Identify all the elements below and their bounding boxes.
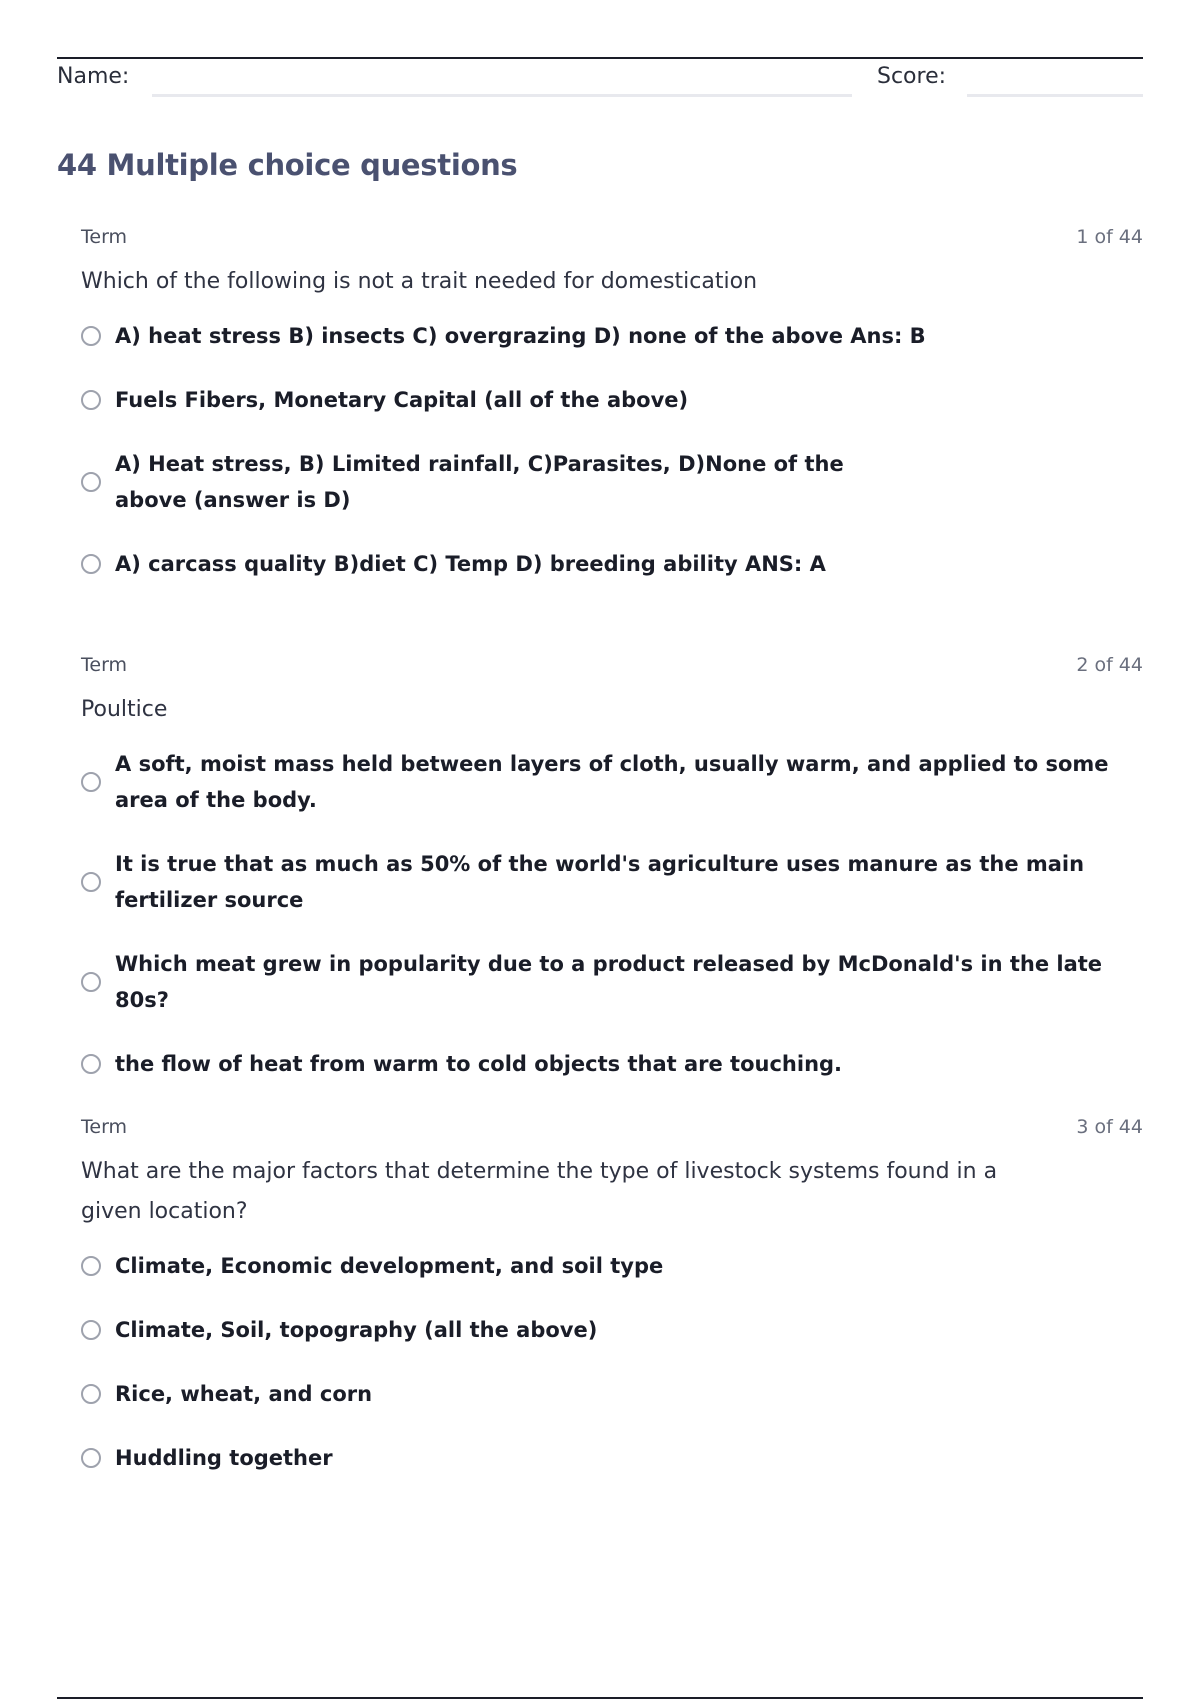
option-a[interactable]	[81, 746, 1143, 818]
radio-button[interactable]	[81, 1054, 101, 1074]
option-d[interactable]	[81, 1046, 1143, 1082]
option-text: It is true that as much as 50% of the world's agriculture uses manure as the main fertilizer source	[115, 852, 1085, 912]
option-c[interactable]	[81, 446, 1143, 518]
option-b[interactable]	[81, 1312, 1143, 1348]
radio-button[interactable]	[81, 872, 101, 892]
option-b[interactable]	[81, 846, 1143, 918]
option-c[interactable]	[81, 1376, 1143, 1412]
radio-button[interactable]	[81, 326, 101, 346]
option-d[interactable]	[81, 546, 1143, 582]
name-label: Name:	[57, 64, 130, 89]
radio-button[interactable]	[81, 390, 101, 410]
options-list	[81, 746, 1143, 1082]
term-label: Term	[81, 1116, 128, 1138]
question-header	[81, 226, 1143, 252]
question-2	[81, 654, 1143, 1110]
radio-button[interactable]	[81, 772, 101, 792]
question-counter: 3 of 44	[1076, 1116, 1143, 1138]
option-text: Which meat grew in popularity due to a product released by McDonald's in the late 80s?	[115, 952, 1103, 1012]
question-counter: 2 of 44	[1076, 654, 1143, 676]
options-list	[81, 1248, 1143, 1476]
question-3	[81, 1116, 1143, 1504]
option-text: Fuels Fibers, Monetary Capital (all of the above)	[115, 388, 689, 412]
term-label: Term	[81, 226, 128, 248]
option-text: A) Heat stress, B) Limited rainfall, C)Parasites, D)None of the above (answer is D)	[115, 452, 844, 512]
bottom-rule	[57, 1697, 1143, 1699]
radio-button[interactable]	[81, 1256, 101, 1276]
question-prompt: Which of the following is not a trait needed for domestication	[81, 269, 758, 294]
question-1	[81, 226, 1143, 610]
option-text: Rice, wheat, and corn	[115, 1382, 373, 1406]
radio-button[interactable]	[81, 1448, 101, 1468]
radio-button[interactable]	[81, 972, 101, 992]
name-score-row	[57, 62, 1143, 98]
question-header	[81, 654, 1143, 680]
top-rule	[57, 57, 1143, 59]
section-title: 44 Multiple choice questions	[57, 148, 518, 182]
option-text: A soft, moist mass held between layers of cloth, usually warm, and applied to some area of the body.	[115, 752, 1109, 812]
radio-button[interactable]	[81, 1384, 101, 1404]
option-text: Climate, Economic development, and soil type	[115, 1254, 664, 1278]
score-field[interactable]	[967, 94, 1143, 97]
option-d[interactable]	[81, 1440, 1143, 1476]
radio-button[interactable]	[81, 1320, 101, 1340]
option-text: A) heat stress B) insects C) overgrazing D) none of the above Ans: B	[115, 324, 926, 348]
option-a[interactable]	[81, 1248, 1143, 1284]
options-list	[81, 318, 1143, 582]
radio-button[interactable]	[81, 554, 101, 574]
option-text: Climate, Soil, topography (all the above)	[115, 1318, 598, 1342]
question-counter: 1 of 44	[1076, 226, 1143, 248]
option-text: A) carcass quality B)diet C) Temp D) breeding ability ANS: A	[115, 552, 826, 576]
question-prompt: Poultice	[81, 697, 168, 722]
term-label: Term	[81, 654, 128, 676]
name-field[interactable]	[152, 94, 852, 97]
radio-button[interactable]	[81, 472, 101, 492]
option-text: Huddling together	[115, 1446, 333, 1470]
option-text: the flow of heat from warm to cold objects that are touching.	[115, 1052, 843, 1076]
question-prompt: What are the major factors that determine the type of livestock systems found in a given location?	[81, 1159, 998, 1224]
question-header	[81, 1116, 1143, 1142]
option-c[interactable]	[81, 946, 1143, 1018]
option-a[interactable]	[81, 318, 1143, 354]
option-b[interactable]	[81, 382, 1143, 418]
score-label: Score:	[877, 64, 947, 89]
